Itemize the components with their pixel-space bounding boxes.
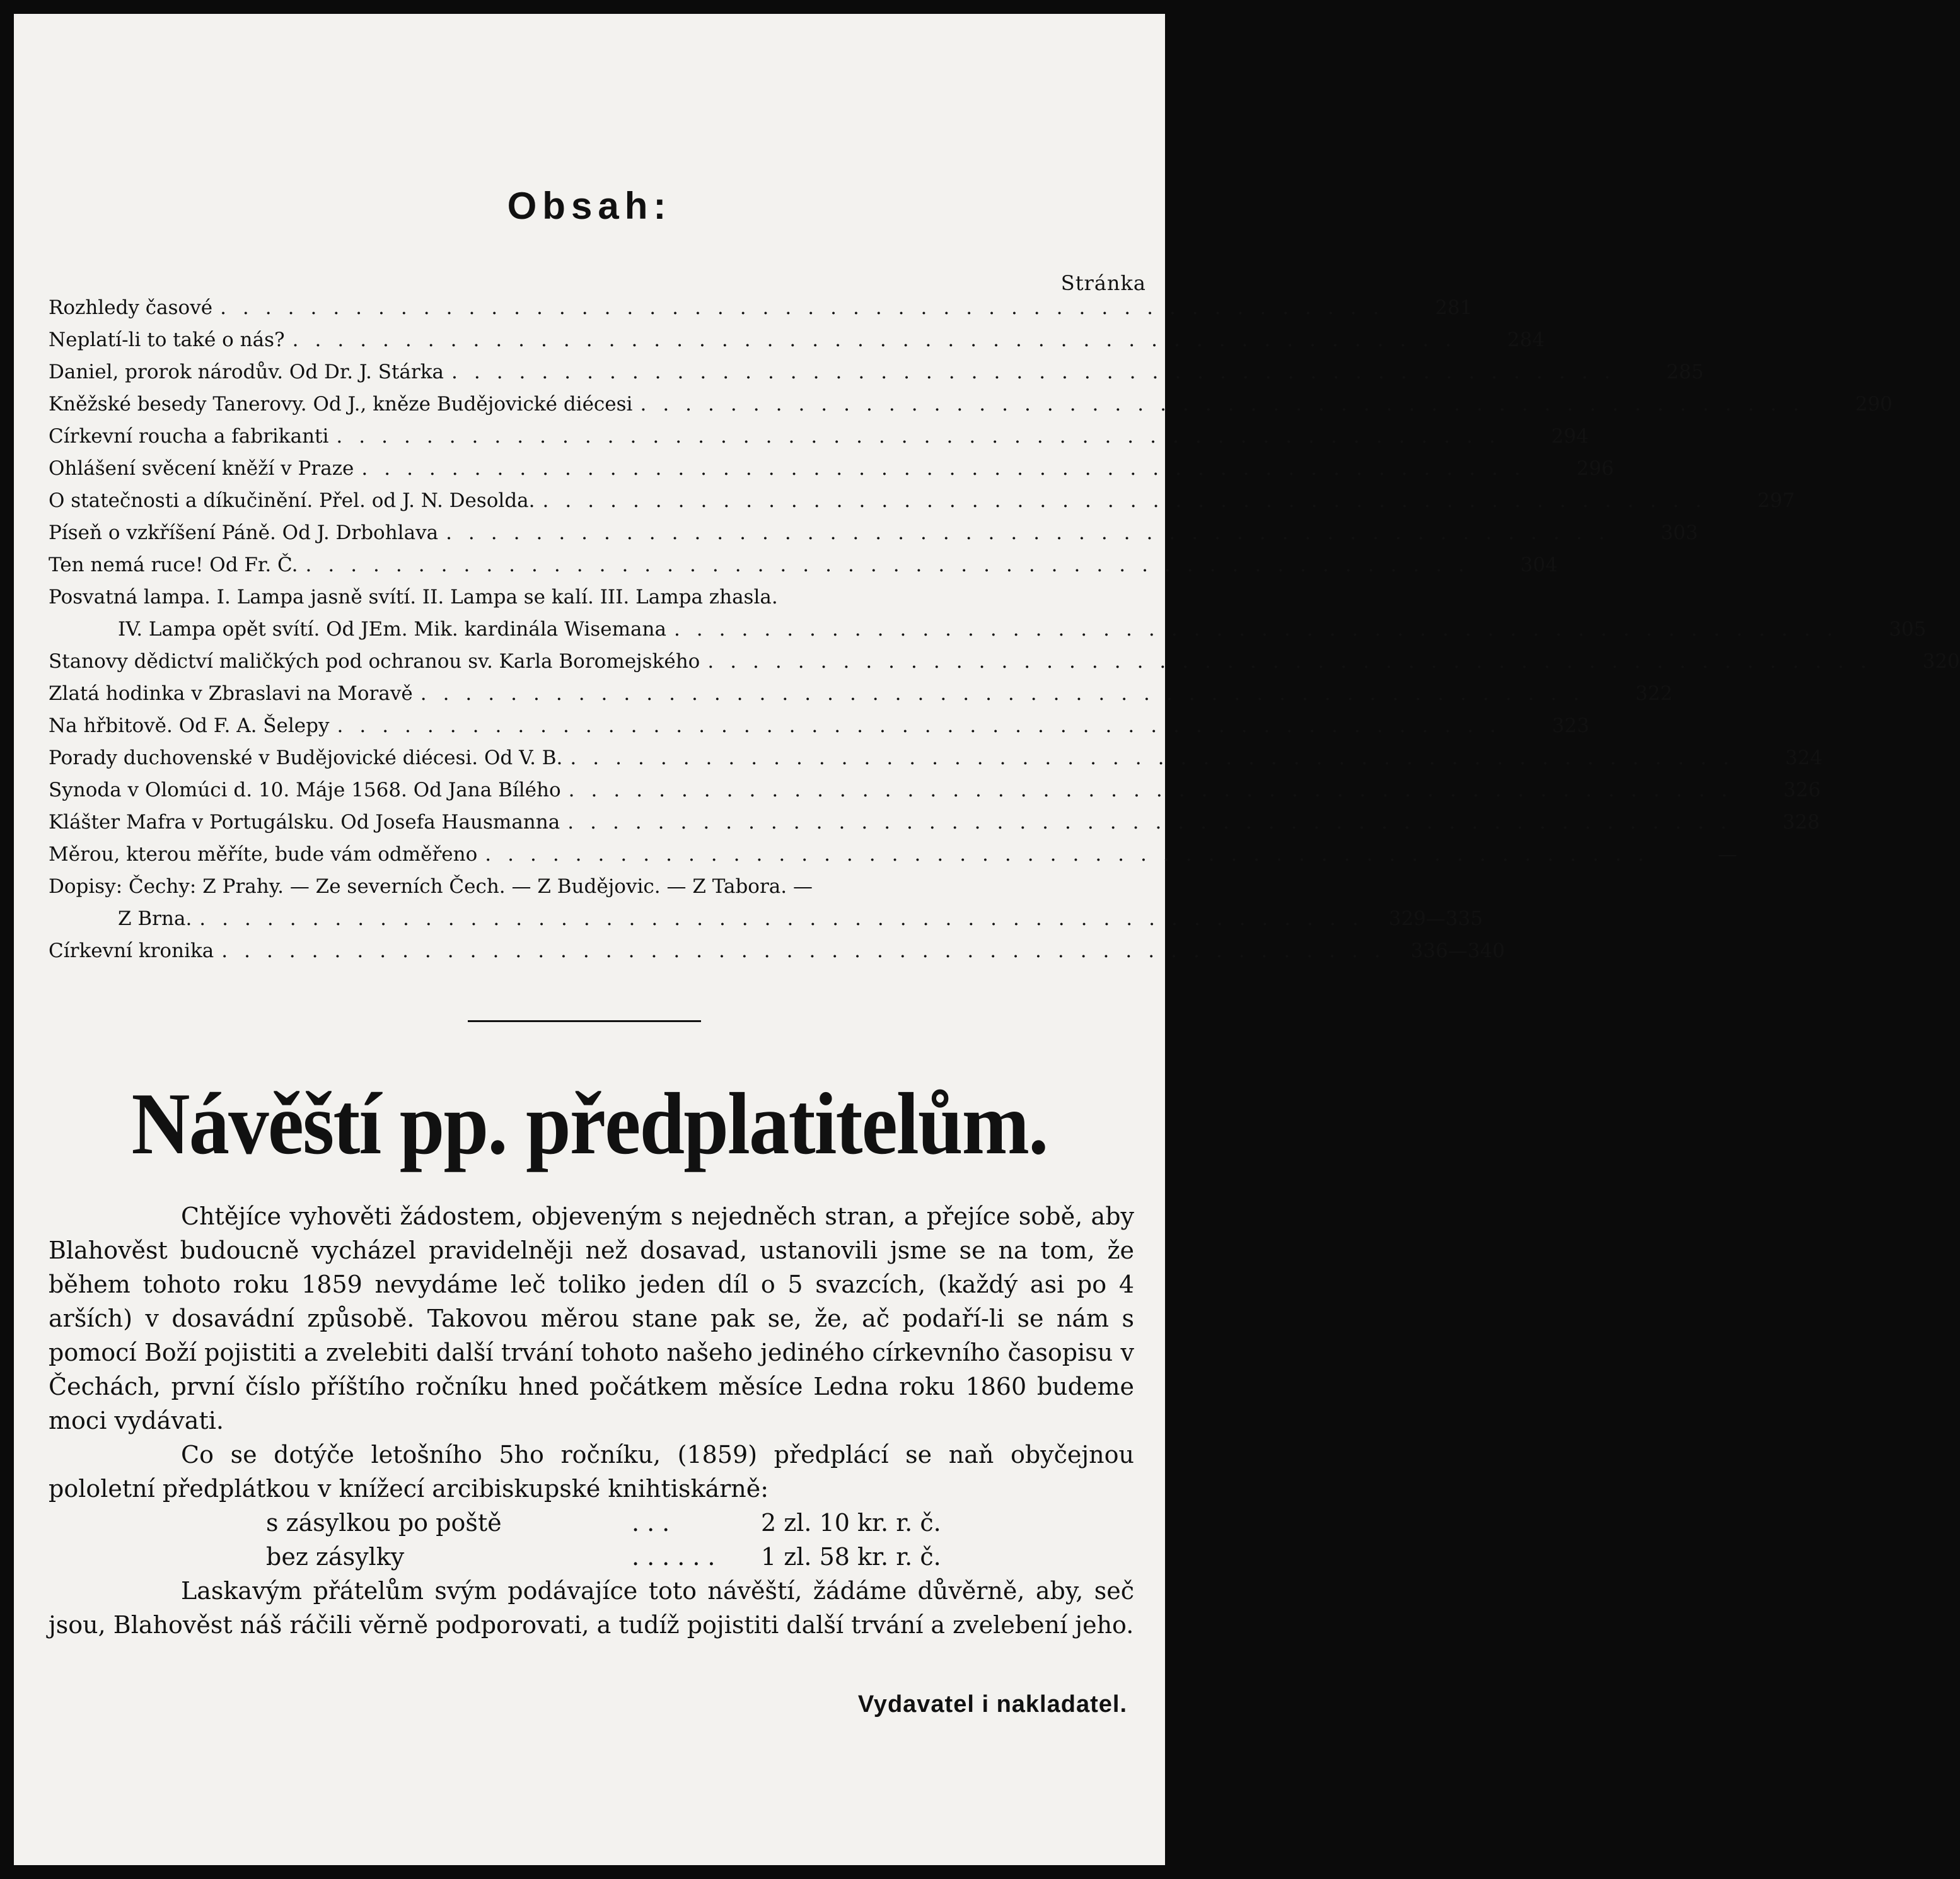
toc-entry [49, 425, 1589, 457]
toc-entry-title: Synoda v Olomúci d. 10. Máje 1568. Od Jana Bílého [49, 779, 561, 801]
toc-entry-page: 320 [1922, 650, 1960, 673]
toc-entry-title: Měrou, kterou měříte, bude vám odměřeno [49, 843, 478, 866]
document-page [14, 14, 1960, 1865]
page-column-label: Stránka [1060, 271, 1146, 295]
toc-entry-page: 323 [1551, 714, 1589, 737]
toc-entry-title: Ten nemá ruce! Od Fr. Č. [49, 554, 298, 576]
price-row [49, 1506, 1134, 1540]
notice-title: Návěští pp. předplatitelům. [131, 1075, 1048, 1173]
toc-entry-title: IV. Lampa opět svítí. Od JEm. Mik. kardinála Wisemana [118, 618, 666, 641]
toc-entry-page: 304 [1520, 554, 1558, 576]
toc-entry-title: Církevní roucha a fabrikanti [49, 425, 329, 448]
toc-dot-leader: .................................................... [640, 393, 1816, 416]
toc-entry [49, 875, 1134, 907]
toc-entry-page: 324 [1785, 747, 1823, 769]
contents-heading: Obsah: [507, 185, 672, 227]
toc-dot-leader: .................................................... [707, 650, 1883, 673]
toc-entry [49, 521, 1698, 554]
toc-entry-page: 303 [1661, 521, 1698, 544]
toc-entry [49, 329, 1545, 361]
price-label: bez zásylky [266, 1543, 405, 1571]
toc-entry [49, 650, 1960, 682]
toc-entry-title: Stanovy dědictví maličkých pod ochranou sv. Karla Boromejského [49, 650, 700, 673]
price-row [49, 1540, 1134, 1574]
toc-entry-page: 285 [1666, 361, 1704, 383]
toc-dot-leader: .................................................... [292, 329, 1468, 351]
price-amount: 2 zl. 10 kr. r. č. [761, 1509, 941, 1537]
toc-entry-page: 329—335 [1388, 907, 1483, 930]
price-leader: ... [632, 1509, 678, 1537]
toc-dot-leader: .................................................... [446, 521, 1621, 544]
toc-entry [49, 714, 1589, 747]
toc-entry [49, 907, 1483, 940]
closing-paragraph: Laskavým přátelům svým podávajíce toto návěští, žádáme důvěrně, aby, seč jsou, Blahověst náš ráčili věrně podporovati, a tudíž pojistiti další trvání a zvelebení jeho. [49, 1577, 1134, 1639]
toc-dot-leader: .................................................... [337, 714, 1512, 737]
toc-entry [49, 940, 1505, 972]
signature: Vydavatel i nakladatel. [857, 1691, 1127, 1718]
toc-entry [49, 618, 1927, 650]
toc-entry-title: Rozhledy časové [49, 296, 213, 319]
price-amount: 1 zl. 58 kr. r. č. [761, 1543, 941, 1571]
toc-dot-leader: .................................................... [568, 779, 1744, 801]
toc-entry-title: Posvatná lampa. I. Lampa jasně svítí. II. Lampa se kalí. III. Lampa zhasla. [49, 586, 778, 608]
toc-dot-leader: .................................................... [336, 425, 1512, 448]
toc-entry [49, 747, 1823, 779]
toc-entry-page: 305 [1889, 618, 1927, 641]
toc-dot-leader: .................................................... [420, 682, 1596, 705]
toc-entry-title: Z Brna. [118, 907, 192, 930]
toc-entry [49, 554, 1558, 586]
toc-entry-title: Dopisy: Čechy: Z Prahy. — Ze severních Čech. — Z Budějovic. — Z Tabora. — [49, 875, 813, 898]
toc-dot-leader: .................................................... [361, 457, 1537, 480]
toc-entry [49, 586, 1134, 618]
toc-dot-leader: .................................................... [542, 489, 1718, 512]
toc-dot-leader: .................................................... [570, 747, 1746, 769]
table-of-contents [49, 296, 1960, 972]
toc-entry-page: 281 [1435, 296, 1473, 319]
toc-entry-title: Církevní kronika [49, 940, 214, 962]
price-label: s zásylkou po poště [266, 1509, 502, 1537]
toc-entry-page: 296 [1576, 457, 1614, 480]
toc-entry-page: — [1717, 843, 1737, 866]
toc-entry-page: 322 [1635, 682, 1673, 705]
toc-entry [49, 779, 1821, 811]
toc-entry-title: Porady duchovenské v Budějovické diécesi. Od V. B. [49, 747, 563, 769]
toc-dot-leader: .................................................... [199, 907, 1375, 930]
toc-entry [49, 843, 1737, 875]
toc-entry-page: 294 [1551, 425, 1589, 448]
toc-entry [49, 361, 1704, 393]
toc-dot-leader: .................................................... [567, 811, 1743, 834]
toc-dot-leader: .................................................... [673, 618, 1850, 641]
toc-entry-page: 326 [1783, 779, 1821, 801]
toc-entry-page: 336—340 [1410, 940, 1505, 962]
toc-entry-page: 328 [1782, 811, 1820, 834]
notice-paragraph: Co se dotýče letošního 5ho ročníku, (1859) předplácí se naň obyčejnou pololetní předplátkou v knížecí arcibiskupské knihtiskárně: [49, 1441, 1134, 1503]
toc-dot-leader: .................................................... [485, 843, 1661, 866]
toc-dot-leader: .................................................... [305, 554, 1481, 576]
toc-entry-title: Zlatá hodinka v Zbraslavi na Moravě [49, 682, 413, 705]
toc-entry-title: Daniel, prorok národův. Od Dr. J. Stárka [49, 361, 444, 383]
section-divider [468, 1020, 701, 1022]
toc-entry-title: Klášter Mafra v Portugálsku. Od Josefa Hausmanna [49, 811, 560, 834]
toc-dot-leader: .................................................... [451, 361, 1627, 383]
toc-entry-page: 290 [1855, 393, 1893, 416]
toc-entry [49, 811, 1820, 843]
toc-entry-page: 284 [1507, 329, 1545, 351]
toc-entry-title: Kněžské besedy Tanerovy. Od J., kněze Budějovické diécesi [49, 393, 633, 416]
notice-body [49, 1199, 1134, 1642]
toc-entry [49, 457, 1614, 489]
toc-entry [49, 393, 1893, 425]
toc-entry-title: Píseň o vzkříšení Páně. Od J. Drbohlava [49, 521, 439, 544]
toc-dot-leader: .................................................... [221, 940, 1397, 962]
price-leader: ...... [632, 1543, 723, 1571]
toc-entry-page: 297 [1757, 489, 1795, 512]
toc-entry [49, 682, 1673, 714]
toc-entry-title: Na hřbitově. Od F. A. Šelepy [49, 714, 330, 737]
toc-dot-leader: .................................................... [220, 296, 1396, 319]
toc-entry [49, 296, 1473, 329]
notice-paragraph: Chtějíce vyhověti žádostem, objeveným s nejedněch stran, a přejíce sobě, aby Blahověst budoucně vycházel pravidelněji než dosavad, ustanovili jsme se na tom, že během tohoto roku 1859 nevydáme leč toliko jeden díl o 5 svazcích, (každý asi po 4 arších) v dosavádní způsobě. Takovou měrou stane pak se, že, ač podaří-li se nám s pomocí Boží pojistiti a zvelebiti další trvání tohoto našeho jediného církevního časopisu v Čechách, první číslo příštího ročníku hned počátkem měsíce Ledna roku 1860 budeme moci vydávati. [49, 1202, 1134, 1434]
toc-entry-title: O statečnosti a díkučinění. Přel. od J. N. Desolda. [49, 489, 535, 512]
toc-entry-title: Neplatí-li to také o nás? [49, 329, 285, 351]
toc-entry [49, 489, 1795, 521]
toc-entry-title: Ohlášení svěcení kněží v Praze [49, 457, 354, 480]
